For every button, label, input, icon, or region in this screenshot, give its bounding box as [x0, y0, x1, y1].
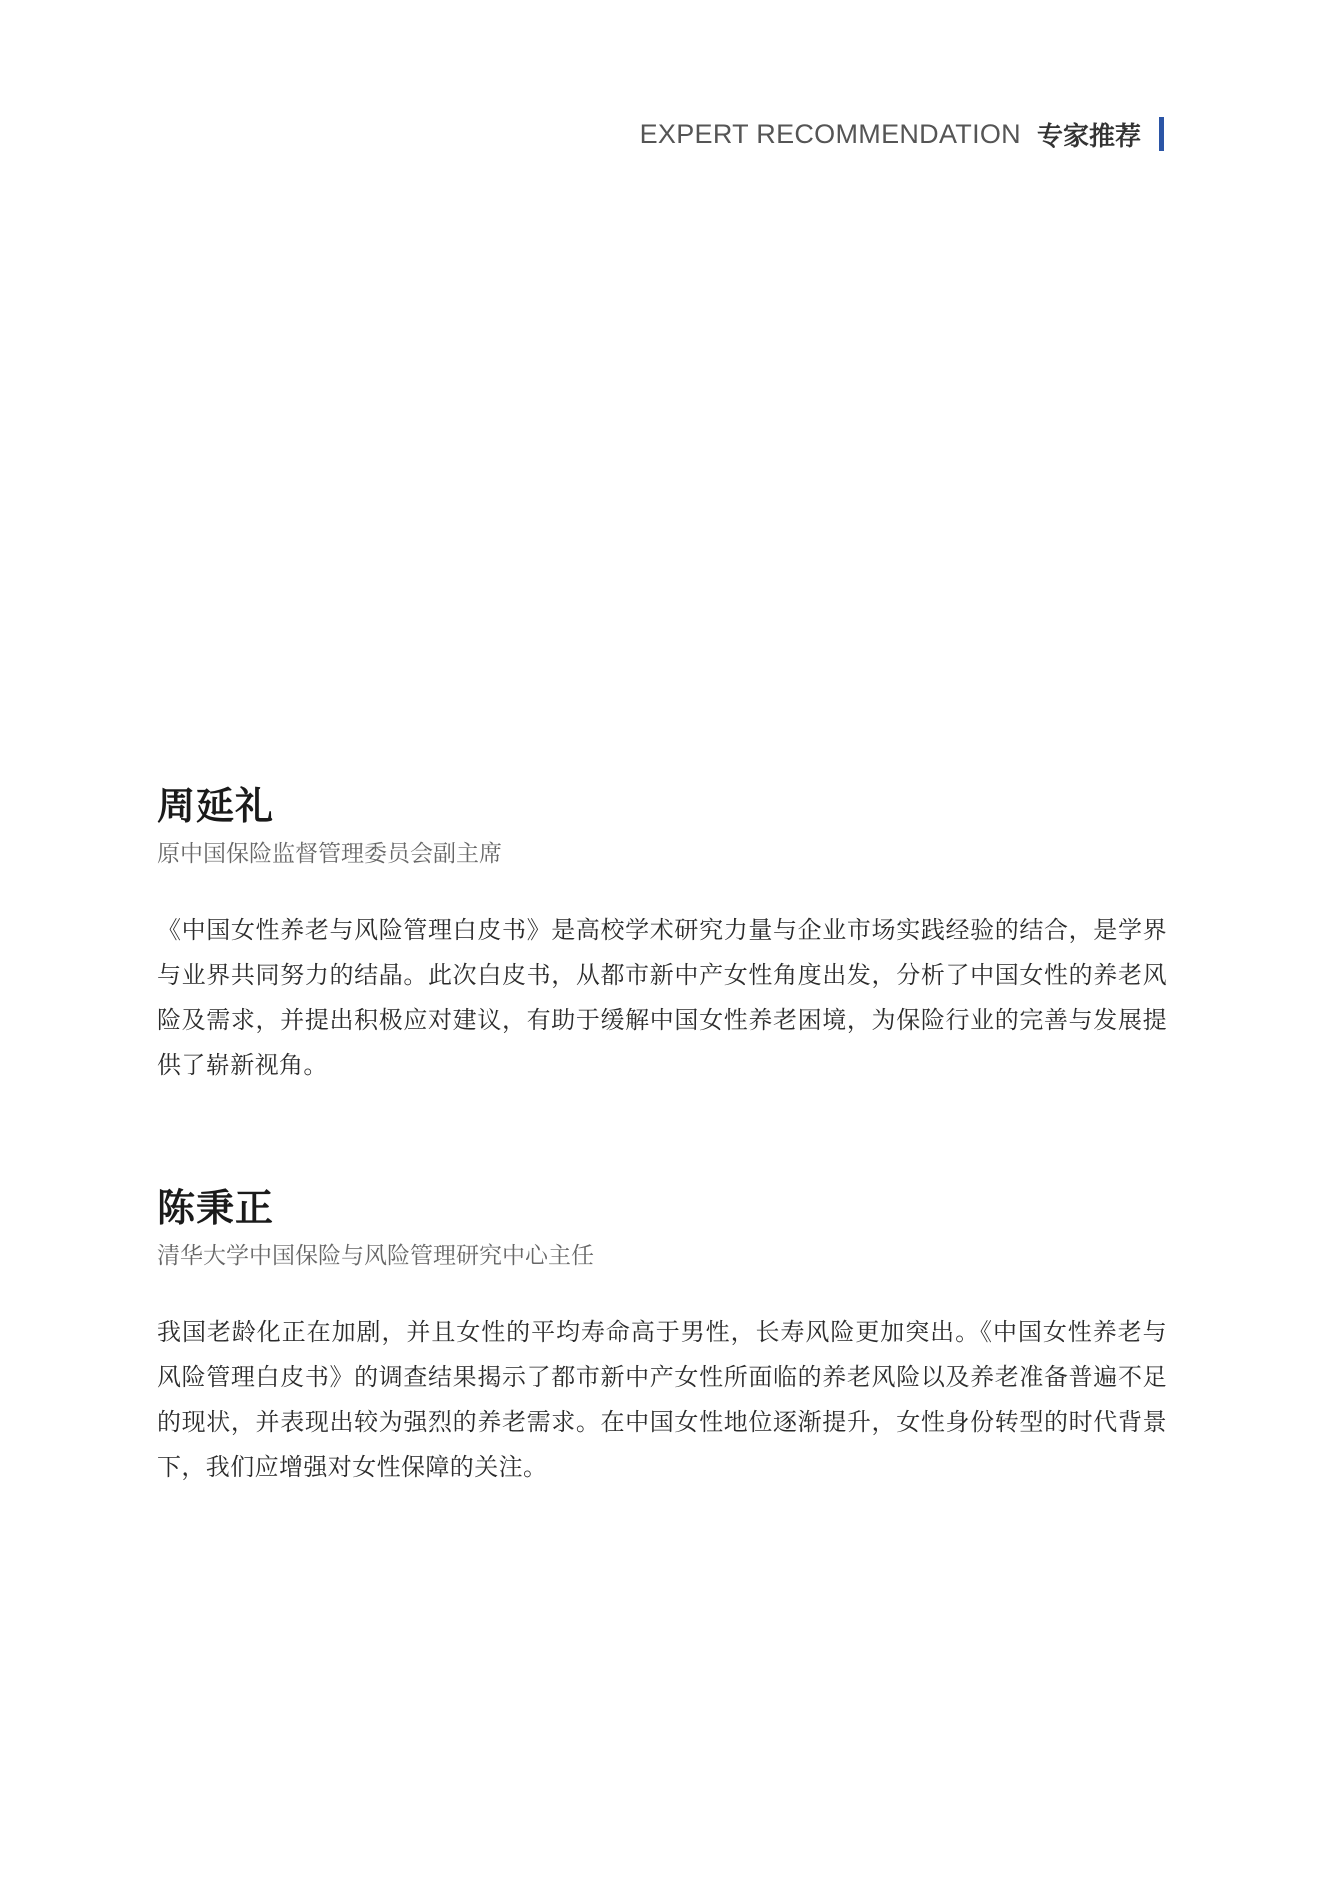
header-chinese-title: 专家推荐: [1036, 121, 1141, 152]
expert-section-1: [157, 782, 1167, 1088]
header-accent-bar: [1159, 117, 1164, 151]
expert-title: 原中国保险监督管理委员会副主席: [157, 841, 502, 867]
expert-quote: 我国老龄化正在加剧，并且女性的平均寿命高于男性，长寿风险更加突出。《中国女性养老与风险管理白皮书》的调查结果揭示了都市新中产女性所面临的养老风险以及养老准备普遍不足的现状，并表现出较为强烈的养老需求。在中国女性地位逐渐提升，女性身份转型的时代背景下，我们应增强对女性保障的关注。: [157, 1318, 1167, 1481]
expert-name: 周延礼: [157, 784, 275, 828]
expert-section-2: [157, 1184, 1167, 1490]
expert-title: 清华大学中国保险与风险管理研究中心主任: [157, 1243, 594, 1269]
expert-quote: 《中国女性养老与风险管理白皮书》是高校学术研究力量与企业市场实践经验的结合，是学界与业界共同努力的结晶。此次白皮书，从都市新中产女性角度出发，分析了中国女性的养老风险及需求，并提出积极应对建议，有助于缓解中国女性养老困境，为保险行业的完善与发展提供了崭新视角。: [157, 916, 1167, 1079]
header-english-title: EXPERT RECOMMENDATION: [639, 118, 1021, 149]
page-header: [640, 116, 1164, 152]
expert-name: 陈秉正: [157, 1186, 275, 1230]
